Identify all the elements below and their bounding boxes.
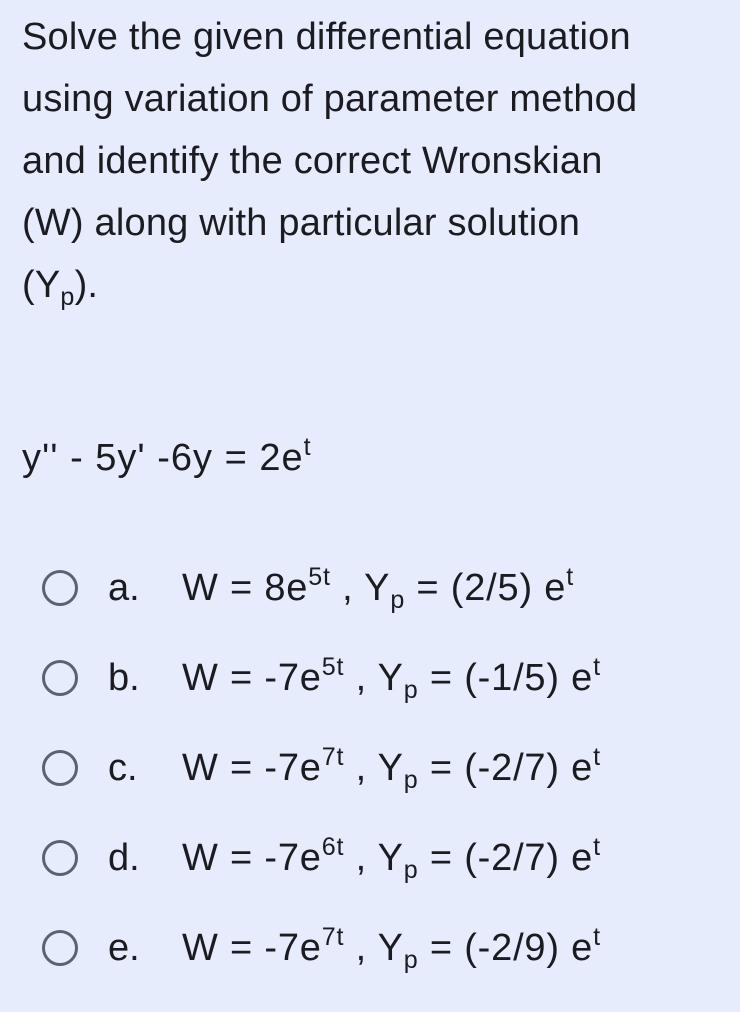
separator: , Y [344, 657, 404, 699]
wronskian-text: W = -7e [182, 747, 322, 789]
particular-exponent: t [593, 833, 601, 862]
wronskian-exponent: 7t [321, 923, 345, 952]
separator: , Y [344, 837, 404, 879]
particular-solution: = (-2/7) e [418, 837, 594, 879]
radio-button-a[interactable] [42, 570, 78, 606]
option-letter: a. [108, 567, 140, 609]
option-letter: e. [108, 927, 140, 969]
yp-subscript: p [390, 586, 406, 615]
yp-subscript: p [60, 283, 75, 312]
option-text [182, 833, 601, 885]
option-letter: d. [108, 837, 140, 879]
particular-exponent: t [566, 563, 574, 592]
radio-button-d[interactable] [42, 840, 78, 876]
equation-lhs: y'' - 5y' -6y = 2e [22, 437, 304, 479]
particular-exponent: t [593, 923, 601, 952]
separator: , Y [344, 927, 404, 969]
particular-exponent: t [593, 653, 601, 682]
particular-solution: = (-1/5) e [418, 657, 594, 699]
option-text [182, 743, 601, 795]
option-e[interactable] [0, 920, 740, 1010]
option-text [182, 563, 574, 615]
option-a[interactable] [0, 560, 740, 650]
question-line [22, 254, 722, 316]
particular-solution: = (2/5) e [405, 567, 567, 609]
wronskian-exponent: 7t [321, 743, 345, 772]
option-letter: c. [108, 747, 138, 789]
option-text [182, 653, 601, 705]
yp-open: (Y [22, 264, 61, 306]
differential-equation [22, 434, 312, 482]
option-b[interactable] [0, 650, 740, 740]
separator: , Y [330, 567, 391, 609]
option-d[interactable] [0, 830, 740, 920]
wronskian-exponent: 5t [321, 653, 345, 682]
yp-subscript: p [403, 676, 419, 705]
radio-button-c[interactable] [42, 750, 78, 786]
particular-solution: = (-2/9) e [418, 927, 594, 969]
question-line: and identify the correct Wronskian [22, 140, 603, 182]
wronskian-text: W = 8e [182, 567, 309, 609]
wronskian-text: W = -7e [182, 927, 322, 969]
particular-solution: = (-2/7) e [418, 747, 594, 789]
question-line: Solve the given differential equation [22, 16, 631, 58]
wronskian-exponent: 6t [321, 833, 345, 862]
option-letter: b. [108, 657, 140, 699]
wronskian-text: W = -7e [182, 837, 322, 879]
yp-subscript: p [403, 946, 419, 975]
yp-subscript: p [403, 856, 419, 885]
separator: , Y [344, 747, 404, 789]
radio-button-e[interactable] [42, 930, 78, 966]
answer-options [0, 560, 740, 1010]
wronskian-text: W = -7e [182, 657, 322, 699]
option-c[interactable] [0, 740, 740, 830]
option-text [182, 923, 601, 975]
radio-button-b[interactable] [42, 660, 78, 696]
particular-exponent: t [593, 743, 601, 772]
wronskian-exponent: 5t [308, 563, 331, 592]
yp-subscript: p [403, 766, 419, 795]
question-line: using variation of parameter method [22, 78, 638, 120]
question-line: (W) along with particular solution [22, 202, 581, 244]
question-text [22, 6, 722, 316]
equation-exponent: t [303, 433, 312, 462]
yp-close: ). [74, 264, 99, 306]
